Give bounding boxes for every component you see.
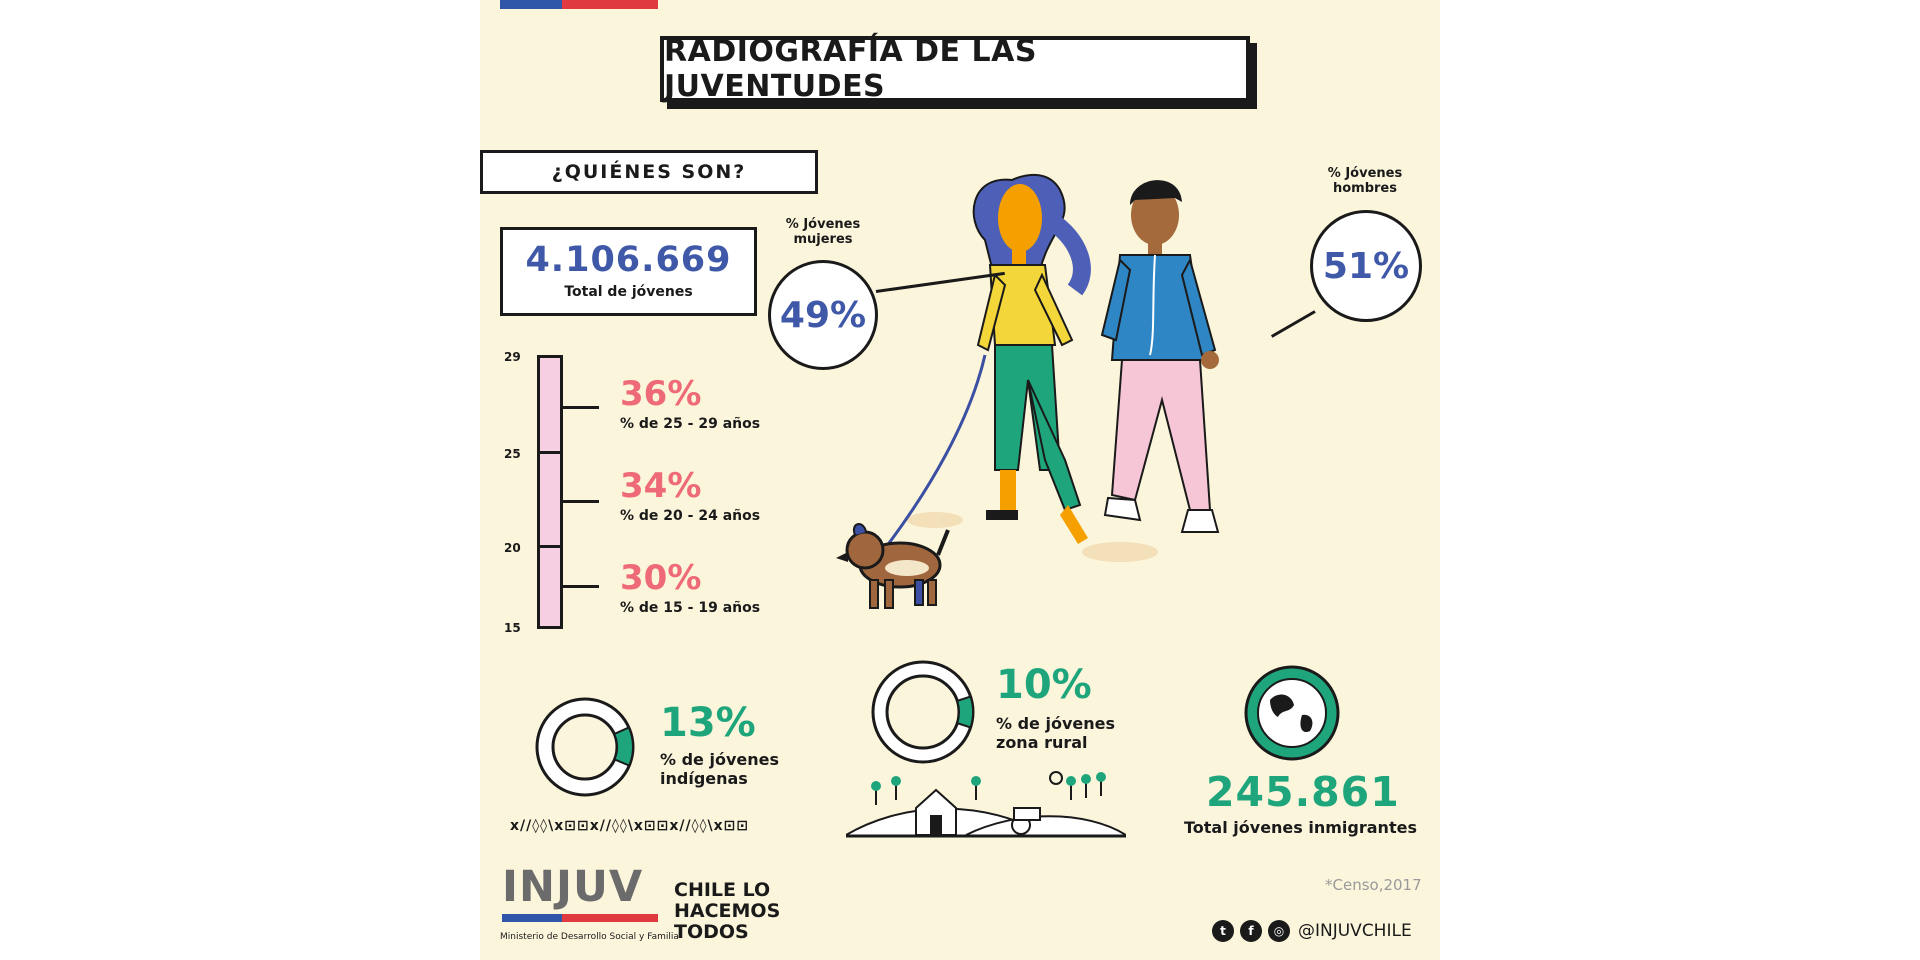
age-connector [563,500,599,503]
rural-donut [868,657,978,767]
women-label-line2: mujeres [793,232,853,247]
logo-bar-blue [502,914,562,922]
indigenous-pattern: x//◊◊\x⊡⊡x//◊◊\x⊡⊡x//◊◊\x⊡⊡ [510,818,750,834]
indigenous-label-line1: % de jóvenes [660,750,779,769]
age-connector [563,406,599,409]
men-label [1320,166,1410,196]
immigrants-value: 245.861 [1206,768,1400,816]
twitter-icon[interactable]: t [1212,920,1234,942]
men-percent: 51% [1322,245,1410,287]
age-tick: 29 [504,350,521,364]
age-divider [537,451,563,454]
flag-bar-red [562,0,658,9]
slogan-line3: TODOS [674,921,749,943]
man-figure [1102,180,1219,532]
facebook-icon[interactable]: f [1240,920,1262,942]
total-youth-box [500,227,757,316]
rural-landscape [846,760,1126,840]
age-group-percent: 36% [620,374,702,414]
globe-icon [1244,665,1340,761]
injuv-logo: INJUV [502,862,644,912]
flag-bar-blue [500,0,562,9]
rural-label-line1: % de jóvenes [996,714,1115,733]
women-label [778,217,868,247]
women-percent: 49% [779,294,867,336]
men-label-line1: % Jóvenes [1327,166,1403,181]
age-group-percent: 34% [620,466,702,506]
rural-label-line2: zona rural [996,733,1088,752]
indigenous-percent: 13% [660,700,756,746]
age-tick: 20 [504,541,521,555]
ministry-name: Ministerio de Desarrollo Social y Familia [500,932,679,942]
social-handle[interactable]: @INJUVCHILE [1298,921,1412,941]
section-heading-text: ¿QUIÉNES SON? [551,161,747,183]
women-label-line1: % Jóvenes [785,217,861,232]
indigenous-label [660,750,779,788]
rural-percent: 10% [996,662,1092,708]
men-percent-badge [1310,210,1422,322]
age-tick: 25 [504,447,521,461]
total-youth-value: 4.106.669 [525,240,732,280]
woman-figure [974,175,1088,544]
age-group-percent: 30% [620,558,702,598]
age-connector [563,585,599,588]
instagram-icon[interactable]: ◎ [1268,920,1290,942]
indigenous-label-line2: indígenas [660,769,748,788]
men-label-line2: hombres [1332,181,1397,196]
indigenous-donut [530,692,640,802]
rural-label [996,714,1115,752]
age-tick: 15 [504,621,521,635]
logo-bar-red [562,914,658,922]
women-percent-badge [768,260,878,370]
people-illustration [790,160,1310,640]
page-title: RADIOGRAFÍA DE LAS JUVENTUDES [660,36,1250,102]
slogan-line1: CHILE LO [674,879,771,901]
total-youth-label: Total de jóvenes [564,284,693,300]
age-group-label: % de 20 - 24 años [620,508,761,524]
age-group-label: % de 15 - 19 años [620,600,761,616]
infographic-poster [480,0,1440,960]
source-note: *Censo,2017 [1325,876,1422,894]
section-heading [480,150,818,194]
immigrants-label: Total jóvenes inmigrantes [1184,818,1417,837]
age-divider [537,545,563,548]
slogan-line2: HACEMOS [674,900,781,922]
age-group-label: % de 25 - 29 años [620,416,761,432]
slogan [674,880,780,943]
age-bar [537,355,563,629]
social-links [1212,920,1412,942]
